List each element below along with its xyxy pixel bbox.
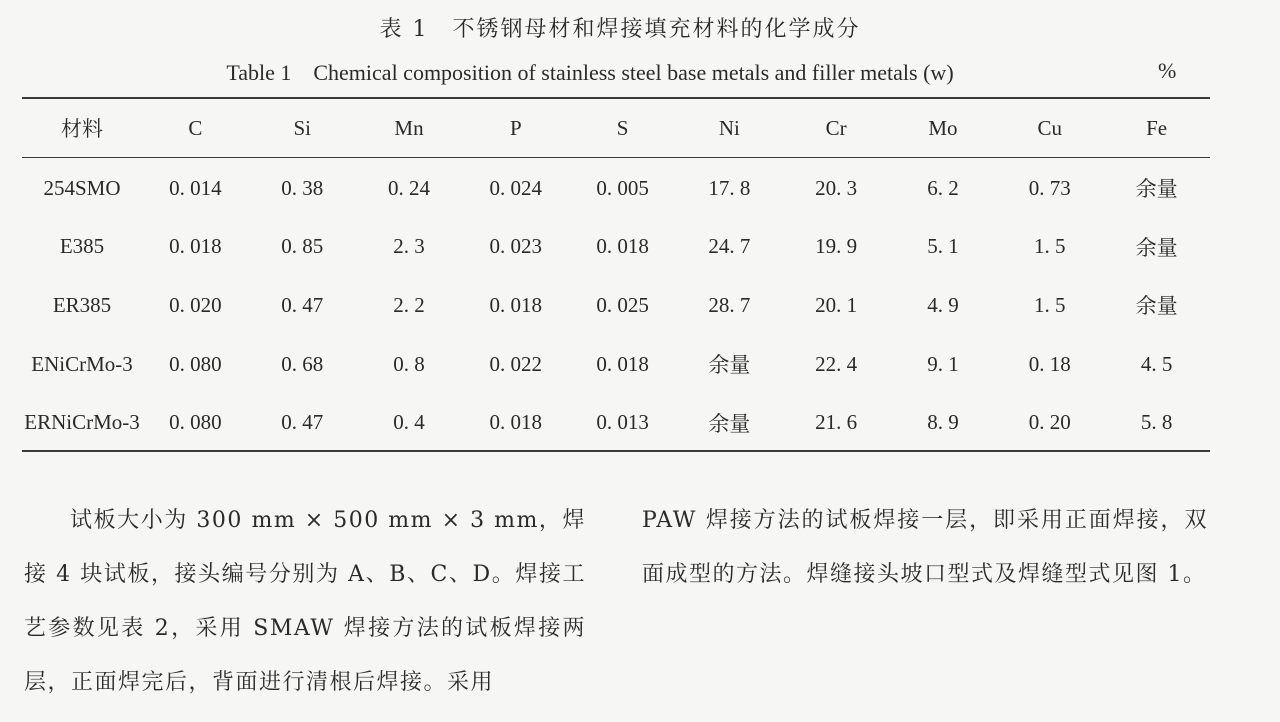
cell-si: 0. 68 xyxy=(281,351,324,376)
cell-s: 0. 018 xyxy=(596,351,649,376)
table-row xyxy=(22,393,1210,452)
cell-ni: 余量 xyxy=(708,353,751,378)
cell-s: 0. 025 xyxy=(596,292,649,317)
header-ni: Ni xyxy=(718,115,740,140)
cell-s: 0. 005 xyxy=(596,175,649,200)
cell-mo: 4. 9 xyxy=(927,292,959,317)
cell-fe: 4. 5 xyxy=(1140,351,1173,376)
cell-cr: 20. 3 xyxy=(815,175,858,200)
table-header-row xyxy=(22,99,1210,157)
cell-cr: 21. 6 xyxy=(815,410,858,435)
cell-p: 0. 018 xyxy=(489,292,543,317)
cell-fe: 余量 xyxy=(1135,177,1178,202)
cell-ni: 24. 7 xyxy=(708,234,751,259)
cell-si: 0. 47 xyxy=(281,292,324,317)
cell-mo: 8. 9 xyxy=(927,410,959,435)
cell-material: ENiCrMo-3 xyxy=(31,351,133,376)
cell-material: 254SMO xyxy=(43,175,121,200)
header-cu: Cu xyxy=(1037,115,1063,140)
cell-mn: 2. 3 xyxy=(393,234,425,259)
cell-cu: 0. 73 xyxy=(1028,175,1071,200)
cell-fe: 余量 xyxy=(1135,294,1178,319)
cell-fe: 5. 8 xyxy=(1140,410,1173,435)
cell-mn: 0. 24 xyxy=(387,175,430,200)
cell-p: 0. 022 xyxy=(489,351,543,376)
header-si: Si xyxy=(293,115,311,140)
cell-cr: 22. 4 xyxy=(815,351,858,376)
cell-mn: 0. 8 xyxy=(393,351,425,376)
cell-mn: 0. 4 xyxy=(393,410,425,435)
cell-cr: 19. 9 xyxy=(815,234,858,259)
body-paragraph-right: PAW 焊接方法的试板焊接一层，即采用正面焊接，双面成型的方法。焊缝接头坡口型式及焊缝型式见图 1。 xyxy=(642,508,1208,587)
cell-c: 0. 080 xyxy=(169,410,222,435)
cell-p: 0. 023 xyxy=(489,234,543,259)
cell-c: 0. 014 xyxy=(169,175,222,200)
cell-cu: 1. 5 xyxy=(1034,292,1066,317)
header-material: 材料 xyxy=(61,117,103,141)
cell-s: 0. 013 xyxy=(596,410,649,435)
cell-material: E385 xyxy=(59,234,105,259)
cell-s: 0. 018 xyxy=(596,234,649,259)
cell-cu: 0. 20 xyxy=(1028,410,1071,435)
table-row xyxy=(22,276,1210,335)
table-row xyxy=(22,335,1210,394)
cell-c: 0. 080 xyxy=(169,351,222,376)
cell-cu: 1. 5 xyxy=(1034,234,1066,259)
cell-mo: 9. 1 xyxy=(927,351,959,376)
cell-ni: 余量 xyxy=(708,411,751,436)
cell-material: ER385 xyxy=(52,292,112,317)
cell-material: ERNiCrMo-3 xyxy=(24,410,140,435)
body-paragraph-left: 试板大小为 300 mm × 500 mm × 3 mm，焊接 4 块试板，接头编号分别为 A、B、C、D。焊接工艺参数见表 2，采用 SMAW 焊接方法的试板焊接两层，正面焊完后，背面进行清根后焊接。采用 xyxy=(24,508,586,695)
table-unit-label: % xyxy=(1158,58,1177,83)
cell-ni: 17. 8 xyxy=(708,175,751,200)
header-mo: Mo xyxy=(928,115,958,140)
header-cr: Cr xyxy=(825,115,847,140)
cell-mn: 2. 2 xyxy=(393,292,425,317)
composition-table xyxy=(22,99,1210,452)
table-caption-chinese: 表 1 不锈钢母材和焊接填充材料的化学成分 xyxy=(379,17,861,42)
table-caption-english: Table 1 Chemical composition of stainless steel base metals and filler metals (w) xyxy=(226,60,954,85)
cell-cu: 0. 18 xyxy=(1028,351,1071,376)
cell-c: 0. 018 xyxy=(169,234,222,259)
cell-p: 0. 018 xyxy=(489,410,543,435)
cell-si: 0. 85 xyxy=(281,234,324,259)
table-row xyxy=(22,218,1210,277)
cell-si: 0. 38 xyxy=(281,175,324,200)
cell-c: 0. 020 xyxy=(169,292,222,317)
cell-si: 0. 47 xyxy=(281,410,324,435)
header-fe: Fe xyxy=(1146,115,1168,140)
header-mn: Mn xyxy=(394,115,424,140)
cell-fe: 余量 xyxy=(1135,235,1178,260)
header-s: S xyxy=(616,115,629,140)
table-row xyxy=(22,157,1210,218)
cell-ni: 28. 7 xyxy=(708,292,751,317)
header-p: P xyxy=(509,115,522,140)
cell-mo: 6. 2 xyxy=(927,175,959,200)
header-c: C xyxy=(188,115,203,140)
cell-mo: 5. 1 xyxy=(927,234,959,259)
cell-cr: 20. 1 xyxy=(815,292,858,317)
cell-p: 0. 024 xyxy=(489,175,543,200)
